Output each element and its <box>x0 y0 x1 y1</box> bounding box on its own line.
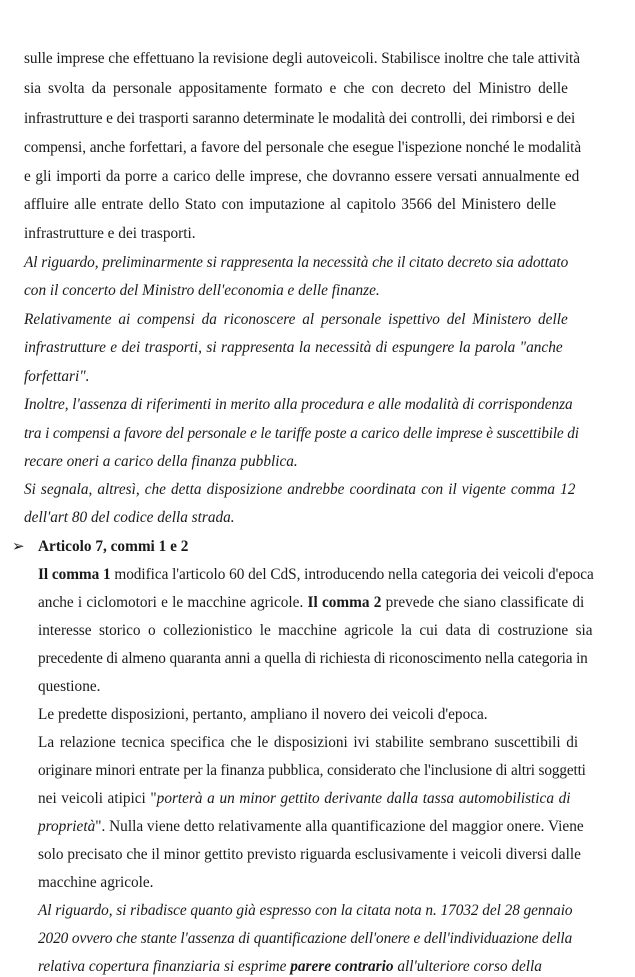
text-line: 2020 ovvero che stante l'assenza di quantificazione dell'onere e dell'individuazione della <box>38 930 573 947</box>
text-line: forfettari". <box>24 368 90 385</box>
text-line: con il concerto del Ministro dell'economia e delle finanze. <box>24 282 380 299</box>
text-line: solo precisato che il minor gettito previsto riguarda esclusivamente i veicoli diversi dalle <box>38 846 581 863</box>
comma-2-text: prevede che siano classificate di <box>381 594 585 611</box>
text-line: infrastrutture e dei trasporti, si rappresenta la necessità di espungere la parola "anche <box>24 339 563 356</box>
arrow-bullet-icon: ➢ <box>12 539 25 555</box>
text-line: compensi, anche forfettari, a favore del personale che esegue l'ispezione nonché le modalità <box>24 139 582 156</box>
text-line <box>38 565 594 585</box>
text-line <box>38 593 584 613</box>
text-line: Relativamente ai compensi da riconoscere al personale ispettivo del Ministero delle <box>24 311 568 328</box>
text-line <box>38 789 571 809</box>
text-line: Si segnala, altresì, che detta disposizione andrebbe coordinata con il vigente comma 12 <box>24 481 576 498</box>
text-line: tra i compensi a favore del personale e le tariffe poste a carico delle imprese è suscettibile di <box>24 425 579 442</box>
text-line: infrastrutture e dei trasporti saranno determinate le modalità dei controlli, dei rimborsi e dei <box>24 110 576 127</box>
comma-2-label: Il comma 2 <box>307 594 382 611</box>
text-line: infrastrutture e dei trasporti. <box>24 225 196 242</box>
quoted-text: proprietà <box>38 818 96 835</box>
text-line: recare oneri a carico della finanza pubblica. <box>24 453 298 470</box>
text-fragment: ". Nulla viene detto relativamente alla quantificazione del maggior onere. Viene <box>95 818 584 835</box>
text-line: questione. <box>38 678 101 695</box>
text-line: macchine agricole. <box>38 874 154 891</box>
text-line: La relazione tecnica specifica che le disposizioni ivi stabilite sembrano suscettibili di <box>38 734 579 751</box>
text-line: sulle imprese che effettuano la revisione degli autoveicoli. Stabilisce inoltre che tale attività <box>24 50 580 67</box>
comma-1-label: Il comma 1 <box>38 566 111 583</box>
comma-1-text-cont: anche i ciclomotori e le macchine agricole. <box>38 594 308 611</box>
text-line: sia svolta da personale appositamente formato e che con decreto del Ministro delle <box>24 80 568 97</box>
text-line: e gli importi da porre a carico delle imprese, che dovranno essere versati annualmente ed <box>24 168 580 185</box>
text-line: precedente di almeno quaranta anni a quella di richiesta di riconoscimento nella categoria in <box>38 650 588 667</box>
text-fragment: nei veicoli atipici " <box>38 790 157 807</box>
text-line: dell'art 80 del codice della strada. <box>24 509 235 526</box>
text-line: interesse storico o collezionistico le macchine agricole la cui data di costruzione sia <box>38 622 593 639</box>
parere-contrario: parere contrario <box>290 958 394 975</box>
comma-1-text: modifica l'articolo 60 del CdS, introducendo nella categoria dei veicoli d'epoca <box>110 566 594 583</box>
text-fragment: all'ulteriore corso della <box>393 958 542 975</box>
section-heading: Articolo 7, commi 1 e 2 <box>38 538 189 555</box>
text-fragment: relativa copertura finanziaria si esprime <box>38 958 291 975</box>
text-line <box>38 817 584 837</box>
text-line: originare minori entrate per la finanza pubblica, considerato che l'inclusione di altri soggetti <box>38 762 586 779</box>
text-line: Inoltre, l'assenza di riferimenti in merito alla procedura e alle modalità di corrispondenza <box>24 396 573 413</box>
text-line: Le predette disposizioni, pertanto, ampliano il novero dei veicoli d'epoca. <box>38 706 488 723</box>
text-line: Al riguardo, si ribadisce quanto già espresso con la citata nota n. 17032 del 28 gennaio <box>38 902 573 919</box>
quoted-text: porterà a un minor gettito derivante dalla tassa automobilistica di <box>156 790 571 807</box>
text-line <box>38 957 542 977</box>
text-line: affluire alle entrate dello Stato con imputazione al capitolo 3566 del Ministero delle <box>24 196 557 213</box>
text-line: Al riguardo, preliminarmente si rappresenta la necessità che il citato decreto sia adottato <box>24 254 569 271</box>
